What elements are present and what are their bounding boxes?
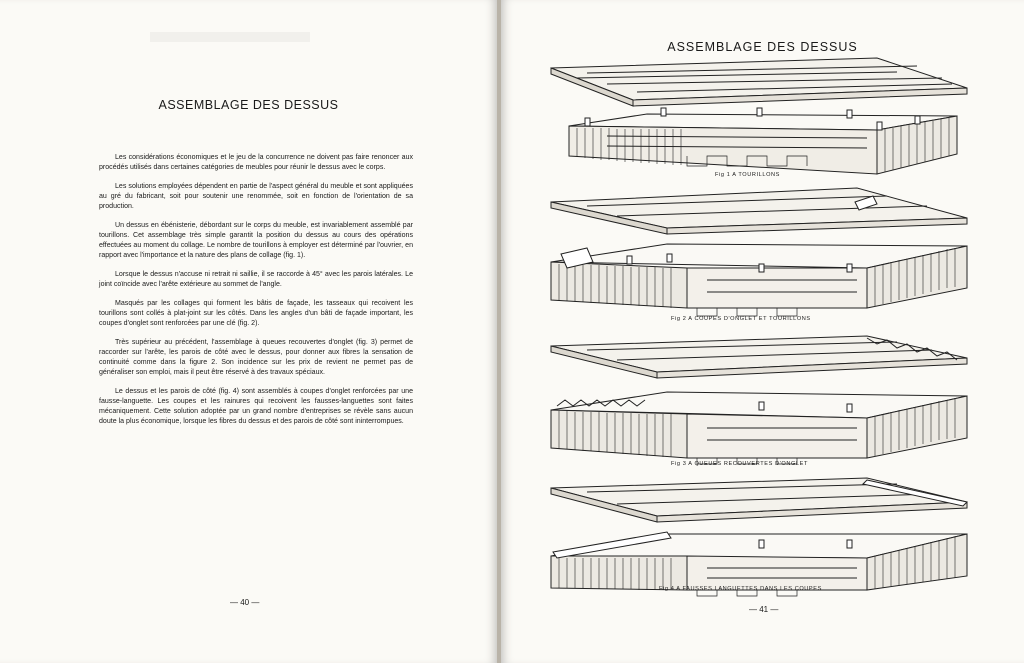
paragraph: Un dessus en ébénisterie, débordant sur le corps du meuble, est invariablement assemblé par tourillons. Cet assemblage très simple garantit la position du dessus au cours des opérations effectuées au moment du collage. Le nombre de tourillons à employer est déterminé par l'ouvrier, en rapport avec l'importance et la nature des plans de collage (fig. 1).: [99, 222, 413, 259]
paragraph: Très supérieur au précédent, l'assemblage à queues recouvertes d'onglet (fig. 3) permet de raccorder sur l'arête, les parois de côté avec le dessus, pour donner aux fibres la sensation de continuité comme dans la figure 2. Son incidence sur les prix de revient ne permet pas de généraliser son emploi, mais il peut être réservé à des travaux spéciaux.: [99, 339, 413, 376]
figure-3-caption: Fig 3 A QUEUES RECOUVERTES D'ONGLET: [671, 461, 808, 467]
bleed-through-shadow: [150, 32, 310, 42]
figure-2-caption: Fig 2 A COUPES D'ONGLET ET TOURILLONS: [671, 316, 811, 322]
figure-4-illustration: [547, 472, 971, 598]
page-title: ASSEMBLAGE DES DESSUS: [158, 98, 339, 112]
page-number: — 40 —: [230, 598, 260, 607]
right-page: [501, 0, 1024, 663]
figure-4-caption: Fig 4 A FAUSSES LANGUETTES DANS LES COUPES: [659, 586, 822, 592]
figure-1-caption: Fig 1 A TOURILLONS: [715, 172, 780, 178]
paragraph: Masqués par les collages qui forment les bâtis de façade, les tasseaux qui recoivent les tourillons sont collés à plat-joint sur les côtés. Dans les angles d'un bâti de façade important, les coupes d'onglet sont renforcées par une clé (fig. 2).: [99, 300, 413, 327]
paragraph: Les solutions employées dépendent en partie de l'aspect général du meuble et sont appliquées au gré du fabricant, soit pour soutenir une renommée, soit en fonction de l'orientation de sa production.: [99, 183, 413, 210]
figure-3-illustration: [547, 330, 971, 470]
page-title: ASSEMBLAGE DES DESSUS: [667, 40, 858, 54]
body-text: [99, 153, 413, 436]
left-page: [0, 0, 497, 663]
paragraph: Lorsque le dessus n'accuse ni retrait ni saillie, il se raccorde à 45° avec les parois latérales. Le joint coïncide avec l'arête extérieure au sommet de l'angle.: [99, 271, 413, 288]
figure-1-illustration: [547, 56, 971, 181]
paragraph: Le dessus et les parois de côté (fig. 4) sont assemblés à coupes d'onglet renforcées par une fausse-languette. Les coupes et les rainures qui recoivent les fausses-languettes sont faites mécaniquement. Cette solution adoptée par un grand nombre d'entreprises se révèle sans aucun doute la plus économique, lorsque les fibres du dessus et des parois de côté sont ininterrompues.: [99, 388, 413, 425]
page-number: — 41 —: [749, 605, 779, 614]
paragraph: Les considérations économiques et le jeu de la concurrence ne doivent pas faire renoncer aux procédés utilisés dans certaines catégories de meubles pour réunir le dessus avec le corps.: [99, 154, 413, 171]
figure-2-illustration: [547, 184, 971, 324]
